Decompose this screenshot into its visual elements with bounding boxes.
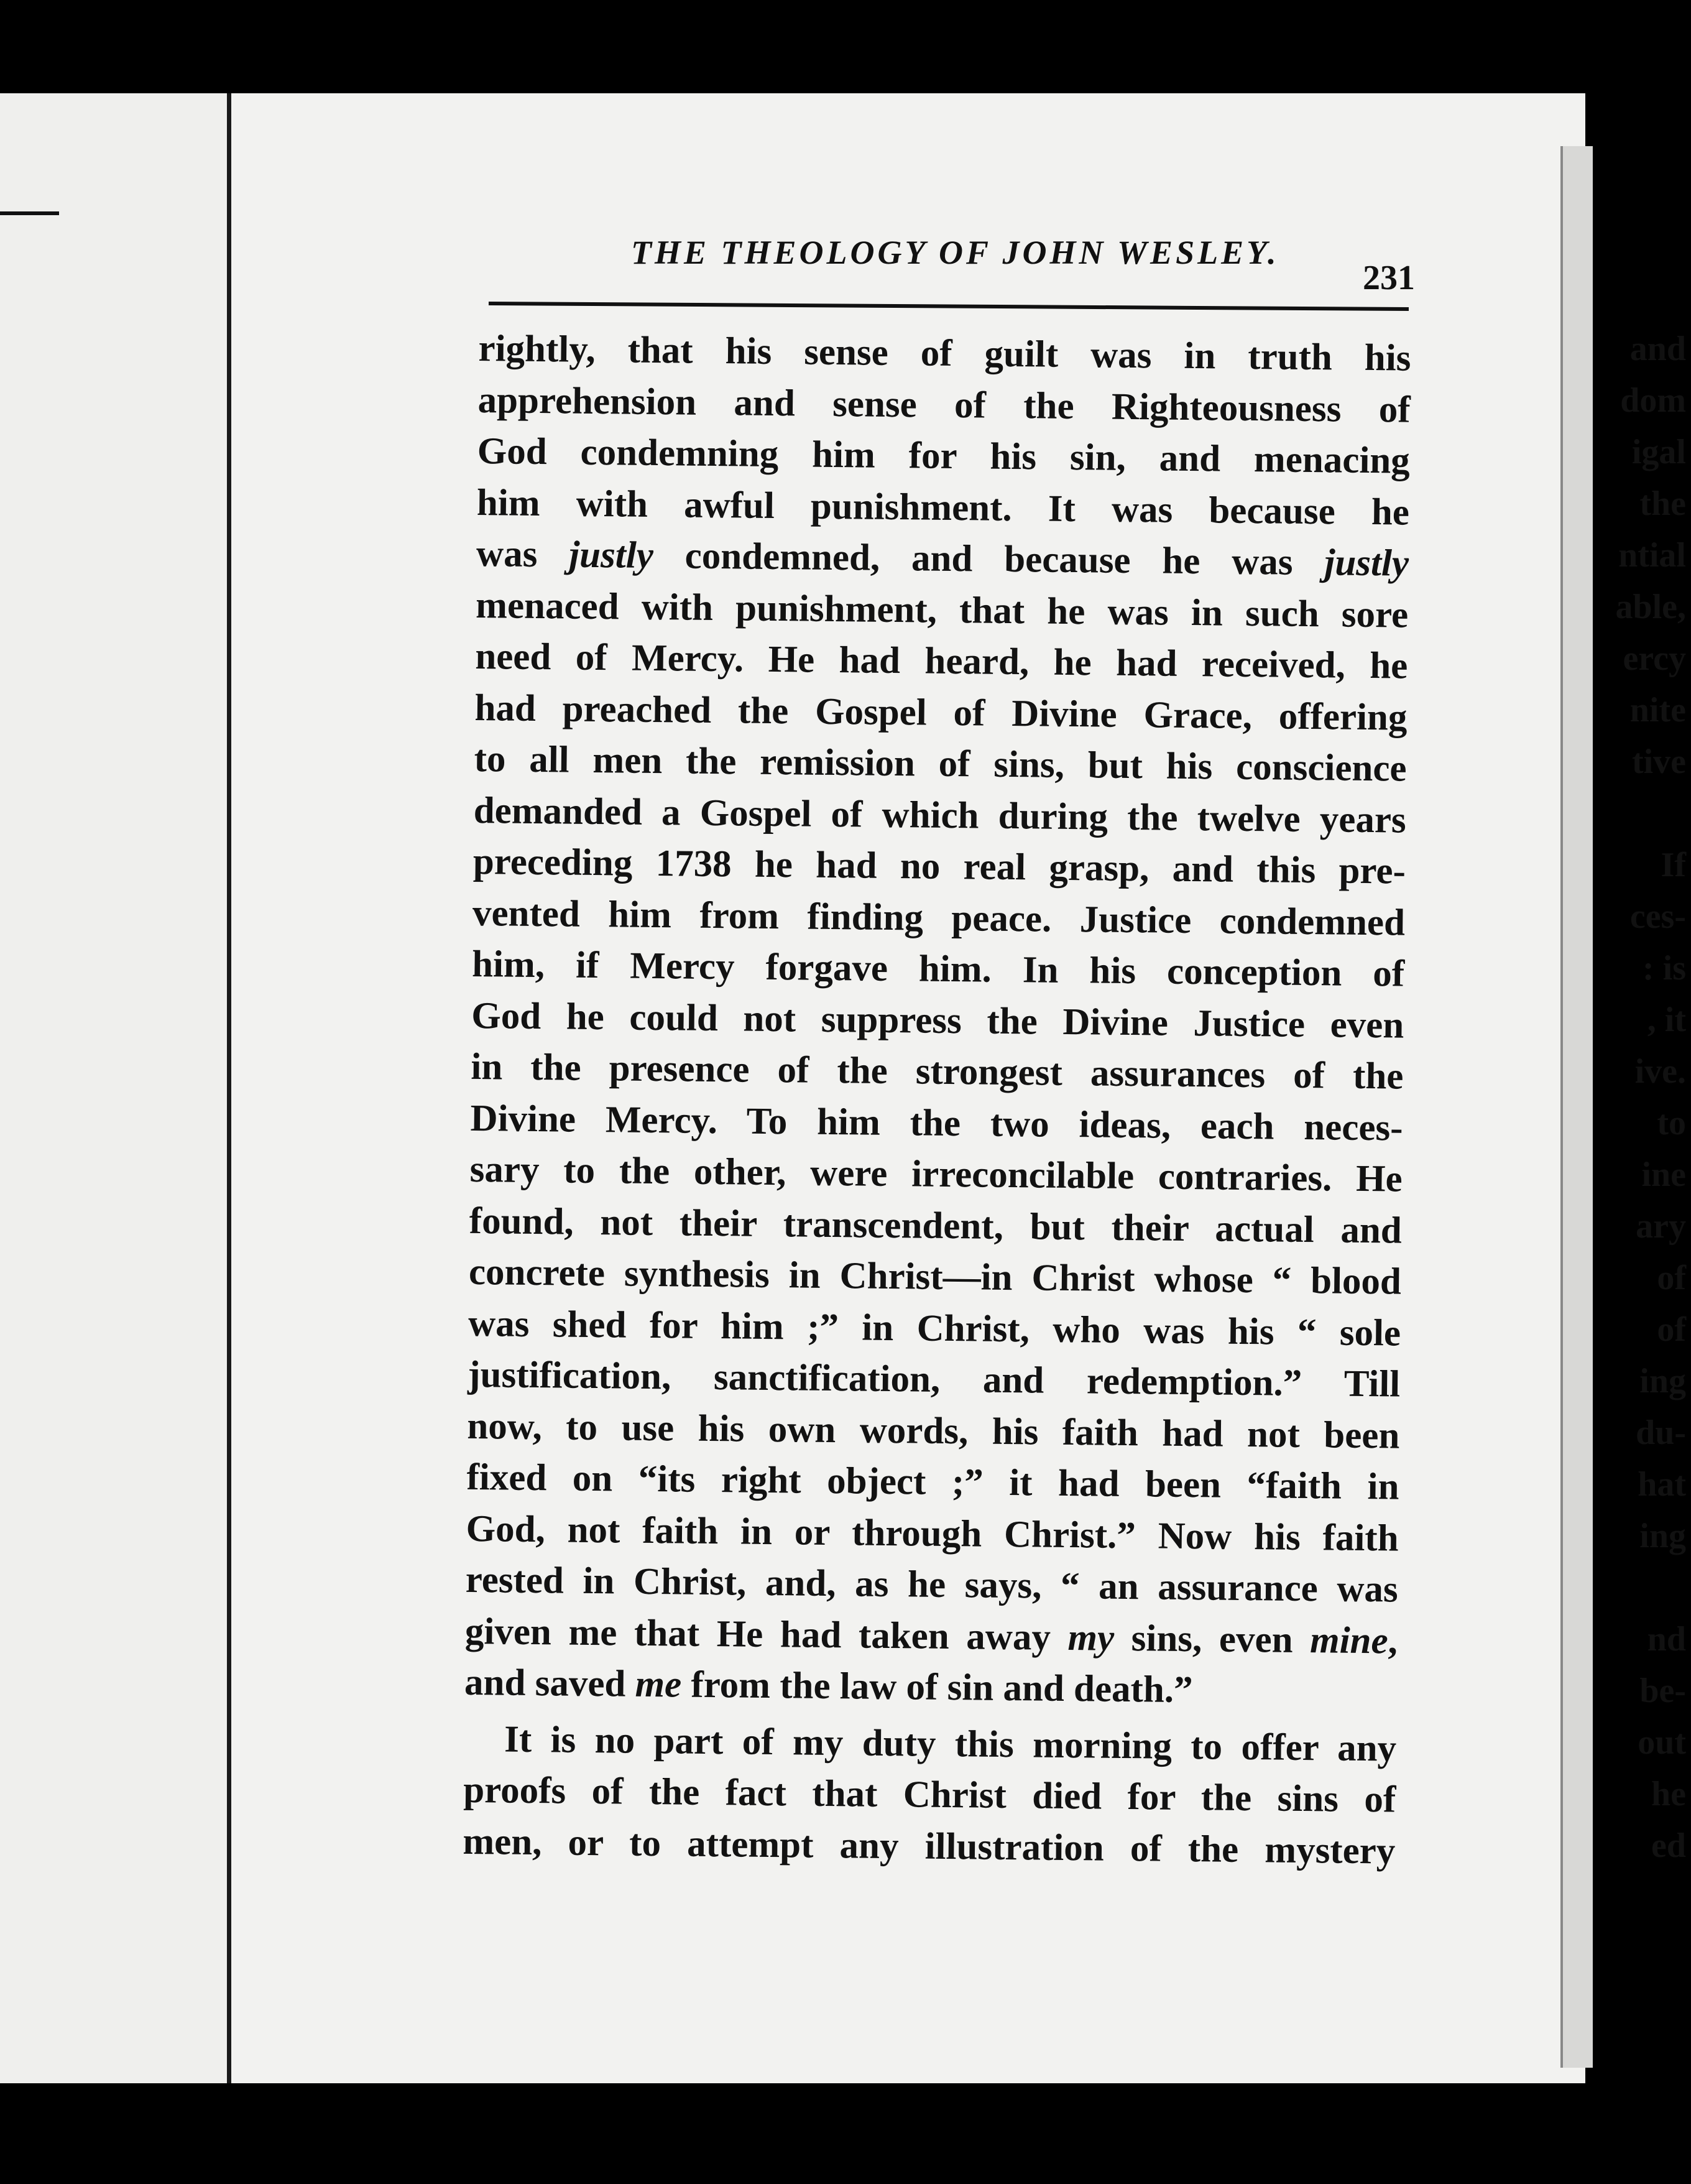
text-line: God condemning him for his sin, and menacing — [477, 430, 1411, 482]
facing-word: If — [1661, 846, 1686, 884]
text-line: now, to use his own words, his faith had not been — [467, 1405, 1400, 1457]
facing-word: ing — [1639, 1517, 1686, 1555]
text-line: justification, sanctification, and redemption.” Till — [467, 1353, 1401, 1405]
text-line: demanded a Gospel of which during the twelve years — [473, 789, 1407, 841]
facing-word: to — [1657, 1104, 1686, 1142]
text-line: fixed on “its right object ;” it had been “faith in — [466, 1456, 1399, 1508]
facing-word: tive — [1631, 743, 1686, 781]
text-line: him, if Mercy forgave him. In his conception of — [471, 943, 1405, 995]
facing-word: ercy — [1623, 639, 1686, 678]
text-line: vented him from finding peace. Justice condemned — [472, 892, 1406, 944]
facing-word: dom — [1620, 381, 1686, 420]
facing-word: : is — [1643, 949, 1686, 988]
text-line: rested in Christ, and, as he says, “ an assurance was — [465, 1558, 1399, 1611]
emphasized-word: me — [635, 1663, 682, 1706]
text-line: him with awful punishment. It was because he — [476, 481, 1410, 534]
text-line: Divine Mercy. To him the two ideas, each neces- — [470, 1097, 1403, 1149]
text-line: concrete synthesis in Christ—in Christ whose “ blood — [468, 1251, 1402, 1303]
text-line: rightly, that his sense of guilt was in truth his — [478, 327, 1411, 379]
text-line: had preached the Gospel of Divine Grace, offering — [474, 687, 1408, 739]
text-line: proofs of the fact that Christ died for the sins of — [463, 1769, 1396, 1821]
text-line: to all men the remission of sins, but his conscience — [474, 738, 1407, 790]
facing-page — [0, 93, 230, 2083]
facing-word: ive. — [1634, 1052, 1686, 1091]
text-line: God he could not suppress the Divine Justice even — [471, 994, 1404, 1047]
facing-word: ed — [1651, 1826, 1686, 1865]
emphasized-word: justly — [1324, 542, 1409, 585]
facing-word: the — [1639, 484, 1686, 523]
page-number: 231 — [1363, 259, 1415, 297]
text-line: found, not their transcendent, but their actual and — [469, 1200, 1403, 1252]
facing-word: be- — [1639, 1672, 1686, 1710]
facing-word: of — [1657, 1259, 1686, 1297]
text-line: given me that He had taken away my sins, even mine, — [464, 1610, 1398, 1662]
text-line: men, or to attempt any illustration of the mystery — [463, 1820, 1396, 1872]
facing-word: du- — [1636, 1414, 1686, 1452]
facing-word: ntial — [1618, 536, 1686, 575]
facing-gap — [1615, 788, 1686, 840]
paragraph-start-line: It is no part of my duty this morning to offer any — [504, 1718, 1397, 1770]
facing-word: nite — [1629, 691, 1686, 729]
facing-word: he — [1651, 1775, 1686, 1813]
text-line: menaced with punishment, that he was in such sore — [475, 584, 1409, 636]
text-line: in the presence of the strongest assurances of the — [471, 1045, 1404, 1098]
text-line: need of Mercy. He had heard, he had received, he — [475, 635, 1408, 687]
page-edge — [1560, 146, 1593, 2068]
facing-word: ces- — [1629, 897, 1686, 936]
text-line: apprehension and sense of the Righteousness of — [477, 379, 1411, 431]
text-line: was justly condemned, and because he was justly — [476, 532, 1409, 585]
facing-page-rule — [0, 211, 59, 215]
facing-word: able, — [1615, 588, 1686, 626]
facing-page-text — [1615, 323, 1686, 1872]
facing-word: , it — [1647, 1001, 1686, 1039]
facing-word: ary — [1636, 1207, 1686, 1246]
facing-word: igal — [1631, 433, 1686, 471]
facing-word: nd — [1647, 1620, 1686, 1659]
text-line: preceding 1738 he had no real grasp, and this pre- — [472, 840, 1406, 892]
body-text — [463, 323, 1411, 1877]
paragraph-end-line: and saved me from the law of sin and death.” — [464, 1661, 1193, 1711]
facing-gap — [1615, 1562, 1686, 1614]
text-line: God, not faith in or through Christ.” Now his faith — [466, 1507, 1399, 1560]
facing-word: hat — [1638, 1465, 1686, 1504]
facing-word: ing — [1639, 1362, 1686, 1400]
emphasized-word: justly — [568, 534, 654, 576]
facing-word: and — [1629, 330, 1686, 368]
facing-word: out — [1638, 1723, 1686, 1762]
emphasized-word: mine — [1309, 1619, 1388, 1662]
facing-word: of — [1657, 1310, 1686, 1349]
text-line: sary to the other, were irreconcilable contraries. He — [469, 1148, 1403, 1200]
facing-word: ine — [1641, 1155, 1686, 1194]
running-head: THE THEOLOGY OF JOHN WESLEY. — [631, 234, 1279, 271]
text-line: was shed for him ;” in Christ, who was his “ sole — [468, 1302, 1401, 1354]
emphasized-word: my — [1067, 1616, 1115, 1659]
